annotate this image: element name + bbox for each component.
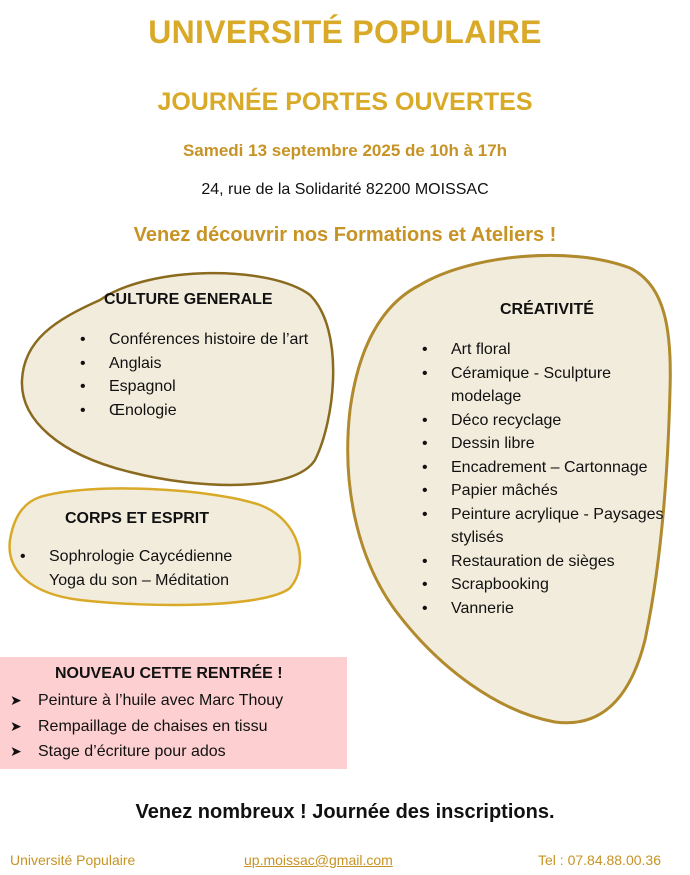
invite-heading: Venez découvrir nos Formations et Ateliers ! bbox=[133, 224, 557, 246]
list-item: • Céramique - Sculpture modelage bbox=[422, 362, 684, 409]
culture-heading: CULTURE GENERALE bbox=[104, 291, 273, 308]
corps-heading: CORPS ET ESPRIT bbox=[65, 510, 210, 527]
list-item: • Restauration de sièges bbox=[422, 550, 684, 574]
list-item: • Encadrement – Cartonnage bbox=[422, 456, 684, 480]
list-item: • Œnologie bbox=[80, 399, 312, 423]
list-item: ➤ Rempaillage de chaises en tissu bbox=[10, 714, 283, 740]
list-item: • Peinture acrylique - Paysages stylisés bbox=[422, 503, 684, 550]
new-this-year-box bbox=[0, 657, 347, 769]
event-address: 24, rue de la Solidarité 82200 MOISSAC bbox=[201, 181, 489, 198]
culture-list bbox=[80, 328, 312, 422]
list-item: • Sophrologie Caycédienne Yoga du son – Méditation bbox=[20, 545, 280, 592]
list-item: • Scrapbooking bbox=[422, 573, 684, 597]
list-item: • Anglais bbox=[80, 352, 312, 376]
arrow-bullet-icon: ➤ bbox=[10, 717, 22, 734]
list-item: • Espagnol bbox=[80, 375, 312, 399]
event-date: Samedi 13 septembre 2025 de 10h à 17h bbox=[182, 141, 508, 160]
list-item: ➤ Peinture à l’huile avec Marc Thouy bbox=[10, 688, 283, 714]
list-item: • Papier mâchés bbox=[422, 479, 684, 503]
list-item: • Dessin libre bbox=[422, 432, 684, 456]
closing-message: Venez nombreux ! Journée des inscriptions. bbox=[135, 801, 555, 823]
arrow-bullet-icon: ➤ bbox=[10, 692, 22, 708]
new-heading: NOUVEAU CETTE RENTRÉE ! bbox=[55, 665, 283, 682]
list-item: ➤ Stage d’écriture pour ados bbox=[10, 739, 283, 765]
creativite-heading: CRÉATIVITÉ bbox=[500, 301, 594, 318]
corps-list bbox=[20, 545, 280, 592]
page-title: UNIVERSITÉ POPULAIRE bbox=[148, 14, 542, 50]
arrow-bullet-icon: ➤ bbox=[10, 743, 22, 759]
new-list bbox=[10, 688, 283, 765]
footer-organization: Université Populaire bbox=[10, 852, 136, 868]
event-title: JOURNÉE PORTES OUVERTES bbox=[157, 88, 533, 116]
list-item: • Art floral bbox=[422, 338, 684, 362]
list-item: • Conférences histoire de l’art bbox=[80, 328, 312, 352]
creativite-list bbox=[422, 338, 684, 620]
list-item: • Déco recyclage bbox=[422, 409, 684, 433]
list-item: • Vannerie bbox=[422, 597, 684, 621]
footer-email-link[interactable]: up.moissac@gmail.com bbox=[244, 852, 393, 868]
footer-phone: Tel : 07.84.88.00.36 bbox=[538, 852, 661, 868]
